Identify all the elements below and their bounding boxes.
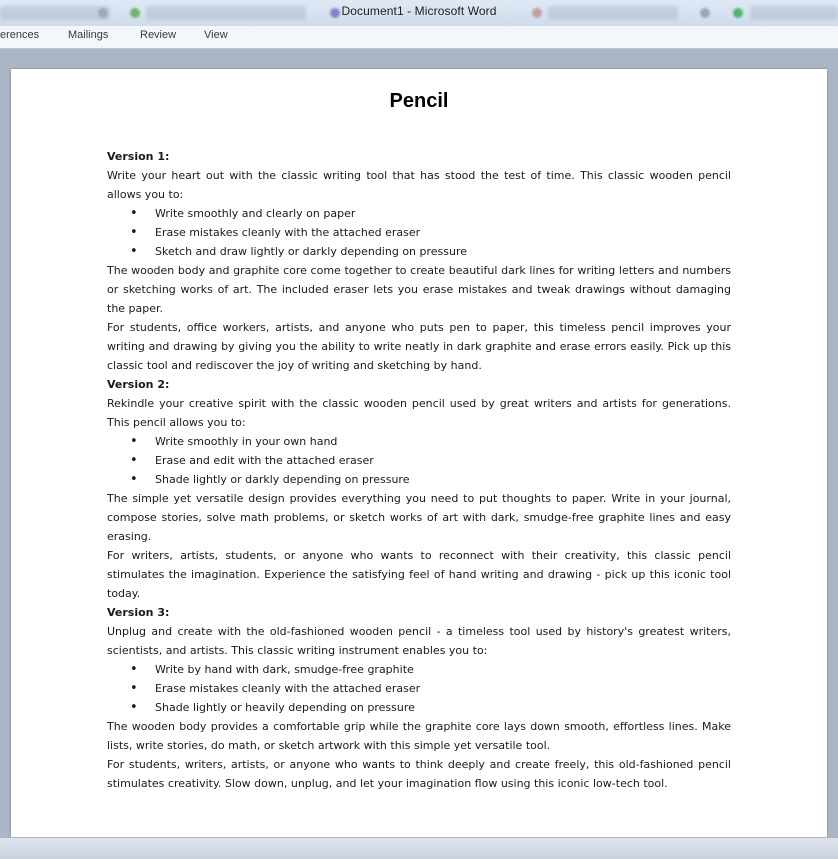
section-heading: Version 3: [107,606,170,619]
section-heading: Version 1: [107,150,170,163]
paragraph: The wooden body provides a comfortable grip while the graphite core lays down smooth, effortless lines. Make lists, write stories, do math, or sketch artwork with this simple yet versatile tool. [107,720,731,752]
list-item: • Erase mistakes cleanly with the attached eraser [107,679,731,698]
list-item: • Sketch and draw lightly or darkly depending on pressure [107,242,731,261]
section-intro: Rekindle your creative spirit with the classic wooden pencil used by great writers and artists for generations. This pencil allows you to: [107,397,731,429]
window-title: Document1 - Microsoft Word [341,4,497,18]
title-bar [0,0,838,26]
list-item: • Write smoothly in your own hand [107,432,731,451]
bullet-list [107,204,731,261]
paragraph: For students, writers, artists, or anyone who wants to think deeply and create freely, this old-fashioned pencil stimulates creativity. Slow down, unplug, and let your imagination flow using this iconic low-tech tool. [107,758,731,790]
list-item: • Erase and edit with the attached eraser [107,451,731,470]
list-item: • Write by hand with dark, smudge-free graphite [107,660,731,679]
document-page[interactable] [11,69,827,849]
section-intro: Unplug and create with the old-fashioned wooden pencil - a timeless tool used by history's greatest writers, scientists, and artists. This classic writing instrument enables you to: [107,625,731,657]
document-title: Pencil [389,90,449,112]
tab-mailings[interactable]: Mailings [68,29,109,41]
tab-review[interactable]: Review [140,29,177,41]
document-body[interactable] [107,147,731,793]
list-item: • Shade lightly or darkly depending on pressure [107,470,731,489]
bullet-list [107,660,731,717]
paragraph: The wooden body and graphite core come together to create beautiful dark lines for writing letters and numbers or sketching works of art. The included eraser lets you erase mistakes and tweak drawings without damaging the paper. [107,264,731,315]
paragraph: For writers, artists, students, or anyone who wants to reconnect with their creativity, this classic pencil stimulates the imagination. Experience the satisfying feel of hand writing and drawing - pick up this iconic tool today. [107,549,731,600]
paragraph: For students, office workers, artists, and anyone who puts pen to paper, this timeless pencil improves your writing and drawing by giving you the ability to write neatly in dark graphite and erase errors easily. Pick up this classic tool and rediscover the joy of writing and sketching by hand. [107,321,731,372]
document-area [0,49,838,837]
bullet-list [107,432,731,489]
paragraph: The simple yet versatile design provides everything you need to put thoughts to paper. Write in your journal, compose stories, solve math problems, or sketch works of art with dark, smudge-free graphite lines and easy erasing. [107,492,731,543]
tab-view[interactable]: View [204,29,228,41]
list-item: • Shade lightly or heavily depending on pressure [107,698,731,717]
ribbon-tab-bar [0,26,838,49]
tab-references[interactable]: erences [0,29,40,41]
section-intro: Write your heart out with the classic writing tool that has stood the test of time. This classic wooden pencil allows you to: [107,169,731,201]
list-item: • Write smoothly and clearly on paper [107,204,731,223]
section-heading: Version 2: [107,378,170,391]
status-bar [0,837,838,859]
list-item: • Erase mistakes cleanly with the attached eraser [107,223,731,242]
